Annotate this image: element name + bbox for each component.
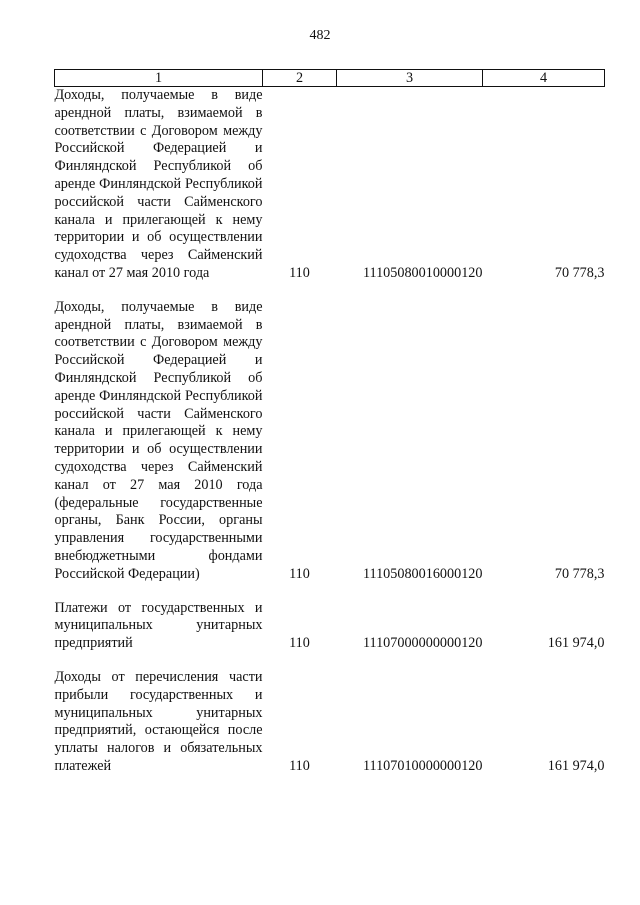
budget-classification-code: 11105080016000120 bbox=[362, 565, 483, 582]
table-row bbox=[55, 299, 605, 584]
row-spacer bbox=[55, 653, 605, 669]
admin-code: 110 bbox=[289, 264, 310, 281]
admin-code: 110 bbox=[289, 565, 310, 582]
page-number: 482 bbox=[309, 28, 331, 43]
column-header-1: 1 bbox=[55, 70, 263, 87]
column-header-4: 4 bbox=[483, 70, 605, 87]
table-row bbox=[55, 600, 605, 653]
amount: 70 778,3 bbox=[554, 264, 605, 281]
amount: 161 974,0 bbox=[547, 635, 605, 652]
revenue-description: Доходы, получаемые в виде арендной платы, взимаемой в соответствии с Договором между Российской Федерацией и Финляндской Республикой об аренде Финляндской Республикой российской части Сайменского канала и прилегающей к нему территории и об осуществлении судоходства через Сайменский канал от 27 мая 2010 года bbox=[54, 87, 263, 281]
column-header-2: 2 bbox=[263, 70, 337, 87]
row-spacer bbox=[55, 584, 605, 600]
budget-classification-code: 11107010000000120 bbox=[362, 757, 483, 774]
budget-classification-code: 11105080010000120 bbox=[362, 264, 483, 281]
budget-classification-code: 11107000000000120 bbox=[362, 635, 483, 652]
column-number-header-row bbox=[55, 70, 605, 87]
admin-code: 110 bbox=[289, 635, 310, 652]
admin-code: 110 bbox=[289, 757, 310, 774]
column-header-3: 3 bbox=[337, 70, 483, 87]
revenue-description: Доходы, получаемые в виде арендной платы, взимаемой в соответствии с Договором между Российской Федерацией и Финляндской Республикой об аренде Финляндской Республикой российской части Сайменского канала и прилегающей к нему территории и об осуществлении судоходства через Сайменский канал от 27 мая 2010 года (федеральные государственные органы, Банк России, органы управления государственными внебюджетными фондами Российской Федерации) bbox=[54, 298, 263, 582]
row-spacer bbox=[55, 283, 605, 299]
table-row bbox=[55, 669, 605, 776]
revenue-description: Платежи от государственных и муниципальных унитарных предприятий bbox=[54, 599, 263, 652]
table-row bbox=[55, 87, 605, 283]
amount: 70 778,3 bbox=[554, 565, 605, 582]
amount: 161 974,0 bbox=[547, 757, 605, 774]
revenue-description: Доходы от перечисления части прибыли государственных и муниципальных унитарных предприятий, остающейся после уплаты налогов и обязательных платежей bbox=[54, 668, 263, 774]
budget-revenue-table bbox=[54, 69, 605, 776]
